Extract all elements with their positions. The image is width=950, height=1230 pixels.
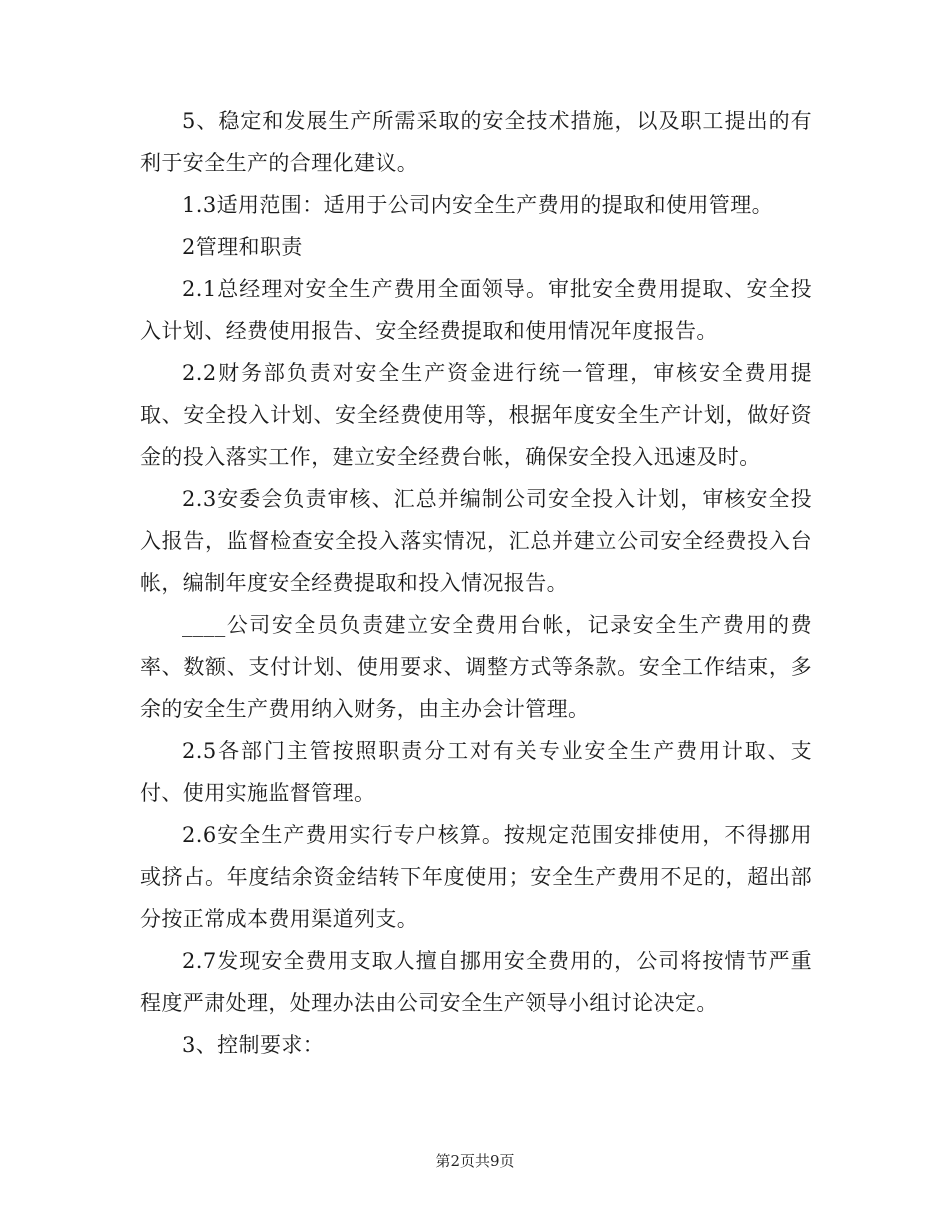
section-heading: 3、控制要求： bbox=[182, 1033, 325, 1057]
paragraph: 2.7发现安全费用支取人擅自挪用安全费用的，公司将按情节严重程度严肃处理，处理办法由公司安全生产领导小组讨论决定。 bbox=[140, 949, 812, 1015]
paragraph: 1.3适用范围：适用于公司内安全生产费用的提取和使用管理。 bbox=[182, 193, 773, 217]
paragraph: 2.1总经理对安全生产费用全面领导。审批安全费用提取、安全投入计划、经费使用报告、安全经费提取和使用情况年度报告。 bbox=[140, 277, 812, 343]
section-heading: 2管理和职责 bbox=[182, 235, 303, 259]
paragraph: 2.5各部门主管按照职责分工对有关专业安全生产费用计取、支付、使用实施监督管理。 bbox=[140, 739, 812, 805]
paragraph: ____公司安全员负责建立安全费用台帐，记录安全生产费用的费率、数额、支付计划、使用要求、调整方式等条款。安全工作结束，多余的安全生产费用纳入财务，由主办会计管理。 bbox=[140, 613, 812, 721]
paragraph: 2.2财务部负责对安全生产资金进行统一管理，审核安全费用提取、安全投入计划、安全经费使用等，根据年度安全生产计划，做好资金的投入落实工作，建立安全经费台帐，确保安全投入迅速及时。 bbox=[140, 361, 812, 469]
document-body bbox=[140, 100, 812, 1066]
page-number-footer: 第2页共9页 bbox=[435, 1152, 515, 1170]
paragraph: 5、稳定和发展生产所需采取的安全技术措施，以及职工提出的有利于安全生产的合理化建议。 bbox=[140, 109, 812, 175]
paragraph: 2.6安全生产费用实行专户核算。按规定范围安排使用，不得挪用或挤占。年度结余资金结转下年度使用；安全生产费用不足的，超出部分按正常成本费用渠道列支。 bbox=[140, 823, 812, 931]
paragraph: 2.3安委会负责审核、汇总并编制公司安全投入计划，审核安全投入报告，监督检查安全投入落实情况，汇总并建立公司安全经费投入台帐，编制年度安全经费提取和投入情况报告。 bbox=[140, 487, 812, 595]
